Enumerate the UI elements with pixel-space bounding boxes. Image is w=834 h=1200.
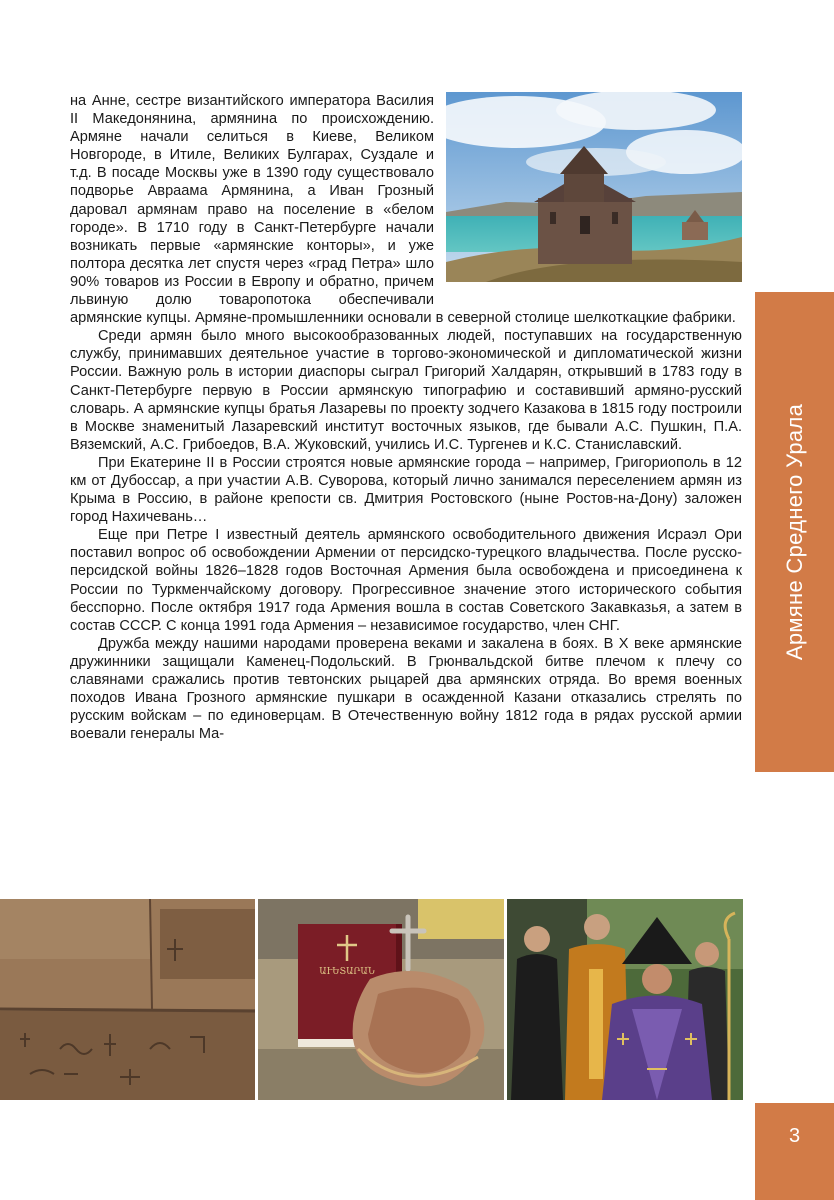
paragraph-3: При Екатерине II в России строятся новые армянские города – например, Григориополь в 12 км от Дубоссар, а при участии А.В. Суворова, который лично занимался переселением армян из Крыма в Россию, в районе крепости св. Дмитрия Ростовского (ныне Ростов-на-Дону) заложен город Нахичевань… (70, 454, 742, 526)
book-title: ԱՒԵՏԱՐԱՆ (319, 967, 375, 977)
paragraph-4: Еще при Петре I известный деятель армянского освободительного движения Исраэл Ори поставил вопрос об освобождении Армении от персидско-турецкого владычества. После русско-персидской войны 1826–1828 годов Восточная Армения была освобождена и присоединена к России по Туркменчайскому договору. Прогрессивное значение этого исторического события бесспорно. После октября 1917 года Армения вошла в состав Советского Закавказья, а затем в состав СССР. С конца 1991 года Армения – независимое государство, член СНГ. (70, 527, 742, 634)
page-number-tab (755, 1103, 834, 1200)
body-text (70, 92, 742, 743)
khachkar-stone-photo (0, 899, 255, 1100)
paragraph-2: Среди армян было много высокообразованных людей, поступавших на государственную службу, принимавших деятельное участие в торгово-экономической и дипломатической жизни России. Важную роль в истории диаспоры сыграл Григорий Халдарян, открывший в 1783 году в Санкт-Петербурге первую в России армянскую типографию и составивший армяно-русский словарь. А армянские купцы братья Лазаревы по проекту зодчего Казакова в 1815 году построили в Москве знаменитый Лазаревский институт восточных языков, где бывали А.С. Пушкин, П.А. Вяземский, А.С. Грибоедов, В.А. Жуковский, учились И.С. Тургенев и К.С. Станиславский. (70, 328, 742, 453)
bible-and-cross-photo (258, 899, 504, 1100)
clergy-procession-photo (507, 899, 743, 1100)
page-number: 3 (788, 1125, 801, 1147)
church-lake-photo (446, 92, 742, 282)
paragraph-5: Дружба между нашими народами проверена веками и закалена в боях. В X веке армянские дружинники защищали Каменец-Подольский. В Грюнвальдской битве плечом к плечу со славянами сражались против тевтонских рыцарей два армянских отряда. Во время военных походов Ивана Грозного армянские пушкари в осажденной Казани отказались стрелять по русским войскам – по единоверцам. В Отечественную войну 1812 года в рядах русской армии воевали генералы Ма- (70, 635, 742, 743)
section-title: Армяне Среднего Урала (781, 403, 807, 661)
section-sidebar (755, 292, 834, 772)
paragraph-1: на Анне, сестре византийского императора Василия II Македонянина, армянина по происхождению. Армяне начали селиться в Киеве, Великом Новгороде, в Итиле, Великих Булгарах, Суздале и т.д. В посаде Москвы уже в 1390 году существовало подворье Авраама Армянина, а Иван Грозный даровал армянам право на поселение в «белом городе». В 1710 году в Санкт-Петербурге начали возникать первые «армянские конторы», и уже полтора десятка лет спустя через «град Петра» шло 90% товаров из России в Европу и обратно, причем львиную долю товаропотока обеспечивали армянские купцы. Армяне-промышленники основали в северной столице шелкоткацкие фабрики. (70, 93, 736, 327)
